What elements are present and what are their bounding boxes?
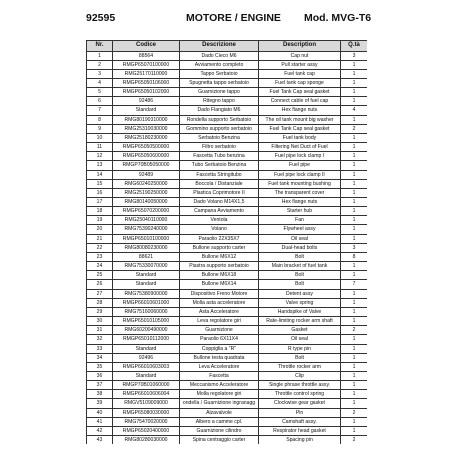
cell-qta: 1 [341, 271, 368, 280]
cell-descrizione: Fascetta Tubo benzina [180, 152, 259, 161]
cell-codice: RMGP65070100000 [113, 60, 180, 69]
cell-descrizione: Bullone M6X12 [180, 252, 259, 261]
cell-description: Camshaft assy. [259, 417, 341, 426]
table-row [87, 335, 368, 344]
cell-nr: 42 [87, 426, 113, 435]
cell-codice: RMGP70B05050000 [113, 161, 180, 170]
table-row [87, 161, 368, 170]
cell-qta: 1 [341, 344, 368, 353]
cell-description: Fuel tank body [259, 133, 341, 142]
cell-qta: 1 [341, 335, 368, 344]
cell-qta: 1 [341, 133, 368, 142]
cell-descrizione: Bullone supporto carter [180, 243, 259, 252]
cell-codice: RMGP65020400000 [113, 426, 180, 435]
document-header [86, 8, 386, 28]
cell-qta: 1 [341, 198, 368, 207]
cell-qta: 1 [341, 78, 368, 87]
table-row [87, 344, 368, 353]
cell-descrizione: Rondella supporto Serbatoio [180, 115, 259, 124]
cell-descrizione: Spina centraggio carter [180, 436, 259, 444]
cell-description: Clip [259, 371, 341, 380]
cell-descrizione: Paraolio 22X35X7 [180, 234, 259, 243]
cell-qta: 1 [341, 262, 368, 271]
cell-descrizione: Plastica Coprimotore II [180, 188, 259, 197]
table-row [87, 252, 368, 261]
cell-qta: 1 [341, 426, 368, 435]
cell-qta: 1 [341, 317, 368, 326]
cell-description: R type pin [259, 344, 341, 353]
cell-descrizione: Dado Volano M14X1,5 [180, 198, 259, 207]
table-row [87, 417, 368, 426]
cell-codice: 92486 [113, 97, 180, 106]
cell-description: Cap nut [259, 51, 341, 60]
cell-descrizione: Ritegno tappo [180, 97, 259, 106]
table-row [87, 143, 368, 152]
cell-qta: 8 [341, 252, 368, 261]
cell-descrizione: Volano [180, 225, 259, 234]
column-header-codice: Codice [113, 41, 180, 52]
cell-qta: 3 [341, 243, 368, 252]
cell-nr: 16 [87, 188, 113, 197]
cell-description: Detent assy [259, 289, 341, 298]
page-title: MOTORE / ENGINE [186, 12, 281, 24]
table-row [87, 124, 368, 133]
cell-descrizione: Bullone M6X18 [180, 271, 259, 280]
cell-codice: RMGP65010105000 [113, 317, 180, 326]
cell-description: Fuel Tank Cap seal gasket [259, 88, 341, 97]
column-header-nr: Nr. [87, 41, 113, 52]
cell-description: Bolt [259, 280, 341, 289]
cell-descrizione: Spugnetta tappo serbatoio [180, 78, 259, 87]
cell-description: Clockwise gear gasket [259, 399, 341, 408]
cell-descrizione: Tubo Serbatoio Benzina [180, 161, 259, 170]
cell-qta: 1 [341, 362, 368, 371]
table-row [87, 353, 368, 362]
cell-codice: RMG60200490000 [113, 326, 180, 335]
table-row [87, 399, 368, 408]
cell-codice: RMGP65010100000 [113, 234, 180, 243]
table-row [87, 362, 368, 371]
cell-codice: RMG25180230000 [113, 133, 180, 142]
table-row [87, 78, 368, 87]
cell-description: Pull starter assy [259, 60, 341, 69]
cell-description: Fuel pipe [259, 161, 341, 170]
cell-codice: RMG25310030000 [113, 124, 180, 133]
cell-descrizione: Boccola / Distanziale [180, 179, 259, 188]
cell-codice: RMGP65050600000 [113, 152, 180, 161]
cell-descrizione: Avviamento completo [180, 60, 259, 69]
table-header-row [87, 41, 368, 52]
cell-qta: 2 [341, 436, 368, 444]
table-row [87, 152, 368, 161]
cell-nr: 33 [87, 344, 113, 353]
cell-nr: 2 [87, 60, 113, 69]
cell-codice: RMGP65050500000 [113, 143, 180, 152]
cell-descrizione: Fascetta [180, 371, 259, 380]
table-row [87, 317, 368, 326]
cell-nr: 15 [87, 179, 113, 188]
cell-codice: Standard [113, 106, 180, 115]
cell-qta: 1 [341, 289, 368, 298]
cell-codice: Standard [113, 280, 180, 289]
cell-qta: 1 [341, 234, 368, 243]
cell-description: Oil seal [259, 234, 341, 243]
cell-description: Fuel tank cap sponge [259, 78, 341, 87]
cell-descrizione: Dispositivo Freno Motore [180, 289, 259, 298]
cell-nr: 10 [87, 133, 113, 142]
cell-nr: 20 [87, 225, 113, 234]
cell-qta: 1 [341, 161, 368, 170]
cell-description: Gasket [259, 326, 341, 335]
column-header-qta: Q.tà [341, 41, 368, 52]
cell-descrizione: Albero a camme cpl. [180, 417, 259, 426]
cell-qta: 3 [341, 51, 368, 60]
cell-description: Dual-head bolts [259, 243, 341, 252]
cell-qta: 4 [341, 106, 368, 115]
cell-nr: 39 [87, 399, 113, 408]
cell-description: Oil seal [259, 335, 341, 344]
cell-description: Hex flange nuts [259, 106, 341, 115]
cell-description: Fuel pipe lock clamp II [259, 170, 341, 179]
cell-codice: Standard [113, 371, 180, 380]
cell-qta: 7 [341, 280, 368, 289]
cell-nr: 36 [87, 371, 113, 380]
cell-qta: 2 [341, 326, 368, 335]
cell-codice: RMGP66010603003 [113, 362, 180, 371]
cell-nr: 11 [87, 143, 113, 152]
cell-codice: RMG25190250000 [113, 188, 180, 197]
column-header-descrizione: Descrizione [180, 41, 259, 52]
cell-nr: 12 [87, 152, 113, 161]
table-row [87, 262, 368, 271]
cell-codice: RMGP66010606004 [113, 390, 180, 399]
table-row [87, 115, 368, 124]
table-row [87, 133, 368, 142]
cell-nr: 19 [87, 216, 113, 225]
cell-nr: 4 [87, 78, 113, 87]
cell-qta: 1 [341, 115, 368, 124]
cell-description: Fuel pipe lock clamp I [259, 152, 341, 161]
cell-description: Single phrase throttle assy. [259, 381, 341, 390]
table-row [87, 207, 368, 216]
cell-codice: RMG80080230000 [113, 243, 180, 252]
cell-codice: RMGP65080030000 [113, 408, 180, 417]
cell-codice: RMGP65050102000 [113, 88, 180, 97]
cell-nr: 27 [87, 289, 113, 298]
cell-qta: 1 [341, 417, 368, 426]
cell-codice: RMG75330070000 [113, 262, 180, 271]
cell-description: Main bracket of fuel tank [259, 262, 341, 271]
cell-description: Fuel tank mounting bushing [259, 179, 341, 188]
cell-description: Fuel Tank Cap seal gasket [259, 124, 341, 133]
cell-descrizione: Meccanismo Acceleratore [180, 381, 259, 390]
table-row [87, 60, 368, 69]
column-header-description: Description [259, 41, 341, 52]
table-row [87, 170, 368, 179]
cell-descrizione: Coppiglia a "R" [180, 344, 259, 353]
cell-nr: 21 [87, 234, 113, 243]
table-row [87, 390, 368, 399]
table-row [87, 426, 368, 435]
cell-descrizione: Fascetta Stringitubo [180, 170, 259, 179]
cell-description: Hex flange nuts [259, 198, 341, 207]
cell-nr: 6 [87, 97, 113, 106]
cell-descrizione: Guarnizione cilindro [180, 426, 259, 435]
cell-descrizione: Ventola [180, 216, 259, 225]
table-row [87, 436, 368, 444]
cell-descrizione: Bullone testa quadrata [180, 353, 259, 362]
cell-nr: 9 [87, 124, 113, 133]
cell-description: Bolt [259, 252, 341, 261]
cell-qta: 2 [341, 124, 368, 133]
cell-nr: 28 [87, 298, 113, 307]
cell-nr: 22 [87, 243, 113, 252]
cell-descrizione: Tappo Serbatoio [180, 69, 259, 78]
table-row [87, 371, 368, 380]
cell-qta: 2 [341, 408, 368, 417]
cell-descrizione: Leva Acceleratore [180, 362, 259, 371]
cell-description: The transparent cover [259, 188, 341, 197]
cell-nr: 31 [87, 326, 113, 335]
cell-nr: 8 [87, 115, 113, 124]
cell-codice: Standard [113, 344, 180, 353]
cell-descrizione: Gommino supporto serbatoio [180, 124, 259, 133]
cell-descrizione: Campana Avviamento [180, 207, 259, 216]
cell-codice: RMG60240250000 [113, 179, 180, 188]
cell-description: Starter hub [259, 207, 341, 216]
cell-codice: RMGP65070200000 [113, 207, 180, 216]
cell-descrizione: Dado Flangiato M6 [180, 106, 259, 115]
cell-nr: 38 [87, 390, 113, 399]
cell-qta: 1 [341, 390, 368, 399]
cell-qta: 1 [341, 216, 368, 225]
table-row [87, 408, 368, 417]
cell-nr: 18 [87, 207, 113, 216]
cell-nr: 17 [87, 198, 113, 207]
cell-qta: 1 [341, 298, 368, 307]
cell-codice: RMG25170110000 [113, 69, 180, 78]
cell-descrizione: Alzavalvole [180, 408, 259, 417]
cell-qta: 1 [341, 170, 368, 179]
cell-nr: 25 [87, 271, 113, 280]
cell-description: Flywheel assy [259, 225, 341, 234]
cell-qta: 1 [341, 225, 368, 234]
cell-codice: RMGP65010112000 [113, 335, 180, 344]
cell-nr: 24 [87, 262, 113, 271]
table-row [87, 97, 368, 106]
table-row [87, 69, 368, 78]
cell-nr: 40 [87, 408, 113, 417]
cell-descrizione: Asta Acceleratore [180, 307, 259, 316]
cell-description: Bolt [259, 271, 341, 280]
cell-descrizione: Paraolio 6X11X4 [180, 335, 259, 344]
cell-nr: 3 [87, 69, 113, 78]
cell-nr: 34 [87, 353, 113, 362]
cell-description: Fuel tank cap [259, 69, 341, 78]
cell-codice: RMG25040110000 [113, 216, 180, 225]
cell-description: Throttle rocker arm [259, 362, 341, 371]
cell-descrizione: Molla regolatore giri [180, 390, 259, 399]
cell-qta: 1 [341, 60, 368, 69]
cell-codice: RMG75160060000 [113, 307, 180, 316]
cell-qta: 1 [341, 97, 368, 106]
cell-descrizione: Piastra supporto serbatoio [180, 262, 259, 271]
cell-nr: 1 [87, 51, 113, 60]
cell-codice: RMG80190310000 [113, 115, 180, 124]
cell-codice: RMGP70B01060000 [113, 381, 180, 390]
cell-description: Valve spring [259, 298, 341, 307]
table-row [87, 307, 368, 316]
cell-qta: 1 [341, 307, 368, 316]
cell-nr: 29 [87, 307, 113, 316]
cell-description: Respirator head gasket [259, 426, 341, 435]
table-row [87, 51, 368, 60]
table-row [87, 298, 368, 307]
table-row [87, 216, 368, 225]
cell-nr: 7 [87, 106, 113, 115]
cell-qta: 1 [341, 207, 368, 216]
page-code: 92595 [86, 12, 116, 24]
cell-description: Rate-limiting rocker arm shaft [259, 317, 341, 326]
cell-description: Fan [259, 216, 341, 225]
cell-qta: 1 [341, 69, 368, 78]
cell-codice: RMG75380900000 [113, 289, 180, 298]
cell-descrizione: Molla asta acceleratore [180, 298, 259, 307]
cell-descrizione: Guarnizione tappo [180, 88, 259, 97]
cell-descrizione: ondella / Guarnizione ingranagg [180, 399, 259, 408]
cell-description: Spacing pin [259, 436, 341, 444]
cell-descrizione: Guarnizione [180, 326, 259, 335]
cell-qta: 1 [341, 353, 368, 362]
cell-qta: 1 [341, 152, 368, 161]
cell-description: Handspike of Valve [259, 307, 341, 316]
cell-codice: RMG75470020000 [113, 417, 180, 426]
cell-codice: 88621 [113, 252, 180, 261]
table-row [87, 234, 368, 243]
cell-codice: Standard [113, 271, 180, 280]
cell-qta: 1 [341, 381, 368, 390]
cell-nr: 13 [87, 161, 113, 170]
cell-nr: 23 [87, 252, 113, 261]
table-row [87, 289, 368, 298]
cell-codice: RMG80140050000 [113, 198, 180, 207]
table-row [87, 198, 368, 207]
cell-qta: 1 [341, 371, 368, 380]
cell-description: The oil tank mount big washer [259, 115, 341, 124]
cell-description: Connect cable of fuel cap [259, 97, 341, 106]
table-row [87, 280, 368, 289]
cell-nr: 37 [87, 381, 113, 390]
table-row [87, 243, 368, 252]
cell-descrizione: Bullone M6X14 [180, 280, 259, 289]
table-row [87, 106, 368, 115]
parts-table [86, 40, 367, 444]
cell-description: Throttle control spring [259, 390, 341, 399]
table-row [87, 188, 368, 197]
cell-codice: RMGV5109009000 [113, 399, 180, 408]
table-row [87, 179, 368, 188]
cell-codice: RMG75390240000 [113, 225, 180, 234]
cell-description: Filtering Net Duct of Fuel [259, 143, 341, 152]
cell-nr: 5 [87, 88, 113, 97]
cell-codice: RMGP66010601000 [113, 298, 180, 307]
table-row [87, 271, 368, 280]
cell-qta: 1 [341, 143, 368, 152]
cell-descrizione: Dado Cieco M6 [180, 51, 259, 60]
cell-codice: RMG80280030000 [113, 436, 180, 444]
cell-qta: 1 [341, 179, 368, 188]
cell-descrizione: Leva regolatore giri [180, 317, 259, 326]
cell-description: Bolt [259, 353, 341, 362]
table-row [87, 326, 368, 335]
cell-qta: 1 [341, 399, 368, 408]
cell-nr: 14 [87, 170, 113, 179]
table-row [87, 225, 368, 234]
cell-descrizione: Filtro serbatoio [180, 143, 259, 152]
cell-nr: 43 [87, 436, 113, 444]
cell-qta: 1 [341, 88, 368, 97]
cell-descrizione: Serbatoio Benzina [180, 133, 259, 142]
cell-nr: 41 [87, 417, 113, 426]
cell-nr: 35 [87, 362, 113, 371]
cell-qta: 1 [341, 188, 368, 197]
cell-nr: 32 [87, 335, 113, 344]
table-row [87, 88, 368, 97]
cell-codice: 88564 [113, 51, 180, 60]
cell-codice: 92489 [113, 170, 180, 179]
cell-codice: 92496 [113, 353, 180, 362]
cell-codice: RMGP65050106000 [113, 78, 180, 87]
cell-nr: 26 [87, 280, 113, 289]
cell-nr: 30 [87, 317, 113, 326]
cell-description: Pin [259, 408, 341, 417]
model-label: Mod. MVG-T6 [304, 12, 372, 24]
table-row [87, 381, 368, 390]
parts-table-container [86, 40, 367, 444]
